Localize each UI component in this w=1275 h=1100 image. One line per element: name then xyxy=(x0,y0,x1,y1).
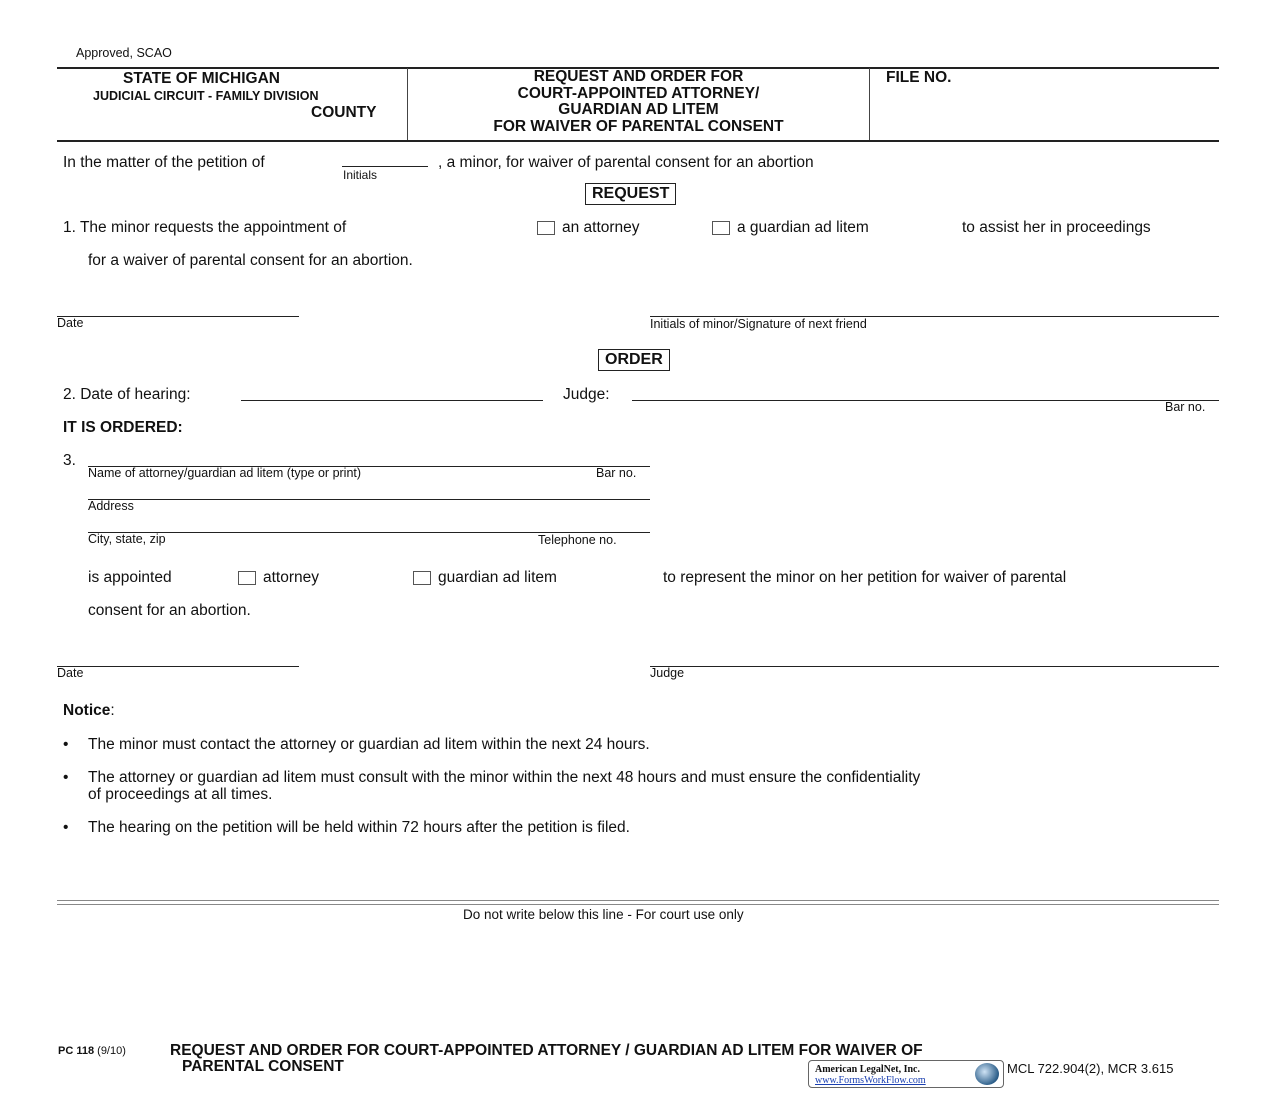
judge-label: Judge: xyxy=(563,386,610,403)
city-label: City, state, zip xyxy=(88,532,166,546)
american-legalnet-logo[interactable] xyxy=(808,1060,1004,1088)
state-label: STATE OF MICHIGAN xyxy=(123,70,280,87)
attorney-checkbox[interactable] xyxy=(537,221,555,235)
notice-colon: : xyxy=(110,702,115,719)
form-number xyxy=(58,1045,126,1057)
judge-field[interactable] xyxy=(632,400,1219,401)
date-label: Date xyxy=(57,316,84,330)
gal-checkbox[interactable] xyxy=(712,221,730,235)
represent-text: consent for an abortion. xyxy=(88,602,251,619)
address-label: Address xyxy=(88,499,134,513)
order-heading: ORDER xyxy=(598,349,670,371)
notice-bullet: • xyxy=(63,819,69,836)
initials-field[interactable] xyxy=(342,166,428,167)
logo-url[interactable]: www.FormsWorkFlow.com xyxy=(815,1075,926,1086)
divider xyxy=(57,904,1219,905)
judge-signature-label: Judge xyxy=(650,666,685,680)
footer-title: REQUEST AND ORDER FOR COURT-APPOINTED ATTORNEY / GUARDIAN AD LITEM FOR WAIVER OF xyxy=(170,1042,923,1059)
ordered-heading: IT IS ORDERED: xyxy=(63,419,183,436)
attorney-option-label: an attorney xyxy=(562,219,640,236)
citation: MCL 722.904(2), MCR 3.615 xyxy=(1007,1061,1174,1076)
item-number: 3. xyxy=(63,452,76,469)
request-text: for a waiver of parental consent for an abortion. xyxy=(88,252,413,269)
notice-bullet: • xyxy=(63,769,69,786)
order-date-field[interactable] xyxy=(57,666,299,667)
hearing-date-field[interactable] xyxy=(241,400,543,401)
request-text: to assist her in proceedings xyxy=(962,219,1151,236)
form-title xyxy=(408,69,869,135)
title-line: REQUEST AND ORDER FOR xyxy=(533,68,744,85)
telephone-label: Telephone no. xyxy=(538,533,617,547)
court-use-label: Do not write below this line - For court use only xyxy=(463,907,744,922)
matter-text: In the matter of the petition of xyxy=(63,154,265,171)
form-code: PC 118 xyxy=(58,1045,95,1057)
notice-heading xyxy=(63,702,115,720)
date-label: Date xyxy=(57,666,84,680)
signature-label: Initials of minor/Signature of next friend xyxy=(650,317,867,331)
globe-icon xyxy=(975,1063,999,1085)
footer-title: PARENTAL CONSENT xyxy=(182,1058,344,1075)
order-attorney-checkbox[interactable] xyxy=(238,571,256,585)
divider xyxy=(57,900,1219,901)
appointed-text: is appointed xyxy=(88,569,172,586)
gal-option-label: a guardian ad litem xyxy=(737,219,869,236)
initials-label: Initials xyxy=(343,168,378,182)
notice-text: The minor must contact the attorney or guardian ad litem within the next 24 hours. xyxy=(88,736,650,753)
notice-title: Notice xyxy=(63,702,111,719)
hearing-label: 2. Date of hearing: xyxy=(63,386,191,403)
file-no-label: FILE NO. xyxy=(886,69,952,86)
divider xyxy=(57,140,1219,142)
request-item: 1. The minor requests the appointment of xyxy=(63,219,347,236)
county-label: COUNTY xyxy=(311,104,377,121)
approved-label: Approved, SCAO xyxy=(76,46,172,60)
notice-text: The hearing on the petition will be held within 72 hours after the petition is filed. xyxy=(88,819,630,836)
logo-name: American LegalNet, Inc. xyxy=(815,1064,920,1075)
judge-signature-field[interactable] xyxy=(650,666,1219,667)
address-field[interactable] xyxy=(88,499,650,500)
bar-no-label: Bar no. xyxy=(1165,400,1206,414)
name-label: Name of attorney/guardian ad litem (type or print) xyxy=(88,466,362,480)
form-date: (9/10) xyxy=(97,1045,126,1057)
represent-text: to represent the minor on her petition for waiver of parental xyxy=(663,569,1067,586)
attorney-option-label: attorney xyxy=(263,569,320,586)
circuit-label: JUDICIAL CIRCUIT - FAMILY DIVISION xyxy=(93,89,319,103)
title-line: GUARDIAN AD LITEM xyxy=(558,101,719,118)
title-line: FOR WAIVER OF PARENTAL CONSENT xyxy=(493,117,784,135)
bar-label: Bar no. xyxy=(596,466,637,480)
gal-option-label: guardian ad litem xyxy=(438,569,557,586)
notice-text: The attorney or guardian ad litem must consult with the minor within the next 48 hours and must ensure the confidentiality xyxy=(88,769,921,786)
divider xyxy=(869,68,870,140)
request-heading: REQUEST xyxy=(585,183,676,205)
matter-text: , a minor, for waiver of parental consent for an abortion xyxy=(438,154,814,171)
notice-bullet: • xyxy=(63,736,69,753)
notice-text: of proceedings at all times. xyxy=(88,786,273,803)
order-gal-checkbox[interactable] xyxy=(413,571,431,585)
title-line: COURT-APPOINTED ATTORNEY/ xyxy=(517,84,760,102)
request-date-field[interactable] xyxy=(57,316,299,317)
